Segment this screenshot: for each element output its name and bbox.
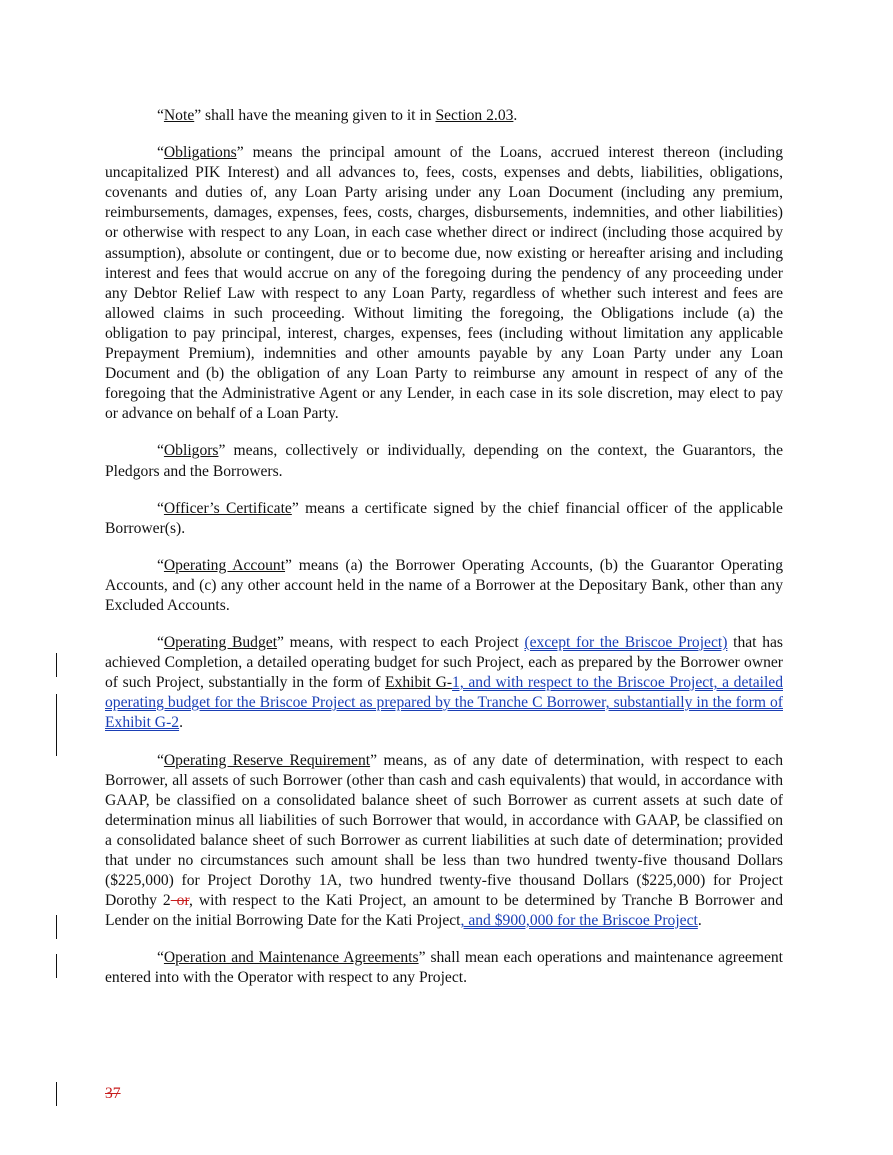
document-body (105, 106, 783, 1006)
defined-term: Operating Account (163, 556, 286, 574)
definition-operating-account: “Operating Account” means (a) the Borrower Operating Accounts, (b) the Guarantor Operating Accounts, and (c) any other account held in the name of a Borrower at the Depositary Bank, other than any Excluded Accounts. (105, 556, 783, 614)
definition-operating-reserve-requirement: “Operating Reserve Requirement” means, as of any date of determination, with respect to each Borrower, all assets of such Borrower (other than cash and cash equivalents) that would, in accordance with GAAP, be classified on a consolidated balance sheet of such Borrower as current assets at such date of determination minus all liabilities of such Borrower that would, in accordance with GAAP, be classified on a consolidated balance sheet of such Borrower as current liabilities at such date of determination; provided that under no circumstances such amount shall be less than two hundred twenty-five thousand Dollars ($225,000) for Project Dorothy 1A, two hundred twenty-five thousand Dollars ($225,000) for Project Dorothy 2 or, with respect to the Kati Project, an amount to be determined by Tranche B Borrower and Lender on the initial Borrowing Date for the Kati Project, and $900,000 for the Briscoe Project. (105, 751, 783, 930)
defined-term: Obligations (163, 144, 237, 162)
inserted-text: 1, and with respect to the Briscoe Project, a detailed operating budget for the Briscoe Project as prepared by the Tranche C Borrower, substantially in the form of Exhibit G-2 (105, 674, 783, 732)
definition-obligors: “Obligors” means, collectively or individually, depending on the context, the Guarantors, the Pledgors and the Borrowers. (105, 442, 783, 480)
change-bar (56, 653, 57, 677)
defined-term: Officer’s Certificate (163, 499, 292, 517)
defined-term: Operating Budget (163, 634, 278, 652)
definition-officers-certificate: “Officer’s Certificate” means a certificate signed by the chief financial officer of the applicable Borrower(s). (105, 499, 783, 537)
deleted-text: or (170, 892, 190, 910)
definition-obligations: “Obligations” means the principal amount of the Loans, accrued interest thereon (including uncapitalized PIK Interest) and all advances to, fees, costs, expenses and debts, liabilities, obligations, covenants and duties of, any Loan Party arising under any Loan Document (including any premium, reimbursements, damages, expenses, fees, costs, charges, disbursements, indemnities, and other liabilities) or otherwise with respect to any Loan, in each case whether direct or indirect (including those acquired by assumption), absolute or contingent, due or to become due, now existing or hereafter arising and including interest and fees that would accrue on any of the foregoing during the pendency of any proceeding under any Debtor Relief Law with respect to any Loan Party, regardless of whether such interest and fees are allowed claims in such proceeding. Without limiting the foregoing, the Obligations include (a) the obligation to pay principal, interest, charges, expenses, fees (including without limitation any applicable Prepayment Premium), indemnities and other amounts payable by any Loan Party under any Loan Document and (b) the obligation of any Loan Party to reimburse any amount in respect of any of the foregoing that the Administrative Agent or any Lender, in each case in its sole discretion, may elect to pay or advance on behalf of a Loan Party. (105, 144, 783, 423)
section-reference: Section 2.03 (435, 107, 514, 124)
definition-operation-and-maintenance-agreements: “Operation and Maintenance Agreements” shall mean each operations and maintenance agreement entered into with the Operator with respect to any Project. (105, 949, 783, 987)
change-bar (56, 915, 57, 939)
inserted-text: , and $900,000 for the Briscoe Project (460, 912, 698, 930)
defined-term: Operating Reserve Requirement (163, 751, 371, 769)
inserted-text: (except for the Briscoe Project) (524, 634, 728, 652)
definition-operating-budget: “Operating Budget” means, with respect to each Project (except for the Briscoe Project) that has achieved Completion, a detailed operating budget for such Project, each as prepared by the Borrower owner of such Project, substantially in the form of Exhibit G-1, and with respect to the Briscoe Project, a detailed operating budget for the Briscoe Project as prepared by the Tranche C Borrower, substantially in the form of Exhibit G-2. (105, 634, 784, 732)
defined-term: Obligors (163, 442, 219, 460)
exhibit-reference: Exhibit G- (385, 674, 453, 692)
change-bar (56, 954, 57, 978)
defined-term: Note (163, 107, 195, 124)
change-bar (56, 1082, 57, 1106)
defined-term: Operation and Maintenance Agreements (163, 949, 419, 967)
change-bar (56, 694, 57, 756)
page-number: 37 (105, 1085, 121, 1102)
definition-note: “Note” shall have the meaning given to it in Section 2.03. (157, 107, 518, 124)
